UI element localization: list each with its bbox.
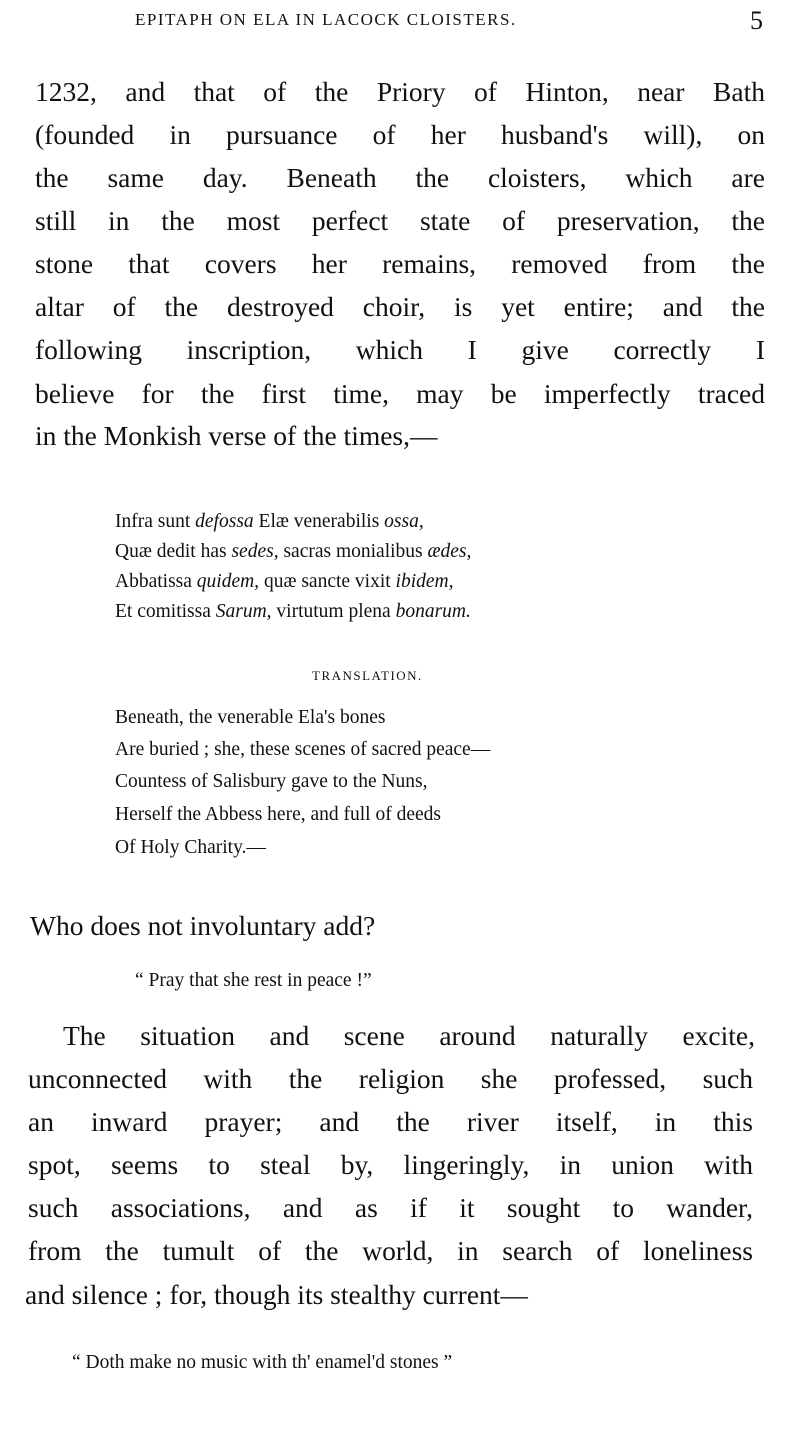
verse-line [115, 602, 471, 622]
text-line: and silence ; for, though its stealthy current— [25, 1279, 528, 1310]
verse-text: Elæ venerabilis [253, 511, 385, 532]
quote-stones: “ Doth make no music with th' enamel'd stones ” [72, 1352, 453, 1373]
verse-line: Countess of Salisbury gave to the Nuns, [115, 771, 428, 792]
verse-italic: ædes, [427, 541, 472, 562]
quote-prayer: “ Pray that she rest in peace !” [135, 970, 372, 991]
verse-line [115, 572, 454, 592]
text-line: (founded in pursuance of her husband's will), on [35, 119, 765, 150]
text-line: in the Monkish verse of the times,— [35, 420, 438, 451]
text-line: such associations, and as if it sought to wander, [28, 1192, 753, 1223]
text-line: believe for the first time, may be imperfectly traced [35, 378, 765, 409]
verse-line [115, 512, 424, 532]
text-line: 1232, and that of the Priory of Hinton, near Bath [35, 76, 765, 107]
text-line: altar of the destroyed choir, is yet entire; and the [35, 291, 765, 322]
verse-text: Infra sunt [115, 511, 196, 532]
verse-line: Are buried ; she, these scenes of sacred peace— [115, 739, 491, 760]
verse-line [115, 542, 471, 562]
verse-italic: defossa [195, 511, 254, 532]
text-line: still in the most perfect state of preservation, the [35, 205, 765, 236]
text-line: an inward prayer; and the river itself, in this [28, 1106, 753, 1137]
verse-italic: Sarum, [215, 601, 272, 622]
text-line: unconnected with the religion she professed, such [28, 1063, 753, 1094]
text-line: following inscription, which I give correctly I [35, 334, 765, 365]
verse-text: virtutum plena [271, 601, 396, 622]
text-line: stone that covers her remains, removed from the [35, 248, 765, 279]
verse-line: Beneath, the venerable Ela's bones [115, 707, 386, 728]
verse-text: Quæ dedit has [115, 541, 232, 562]
verse-line: Of Holy Charity.— [115, 837, 266, 858]
translation-heading: TRANSLATION. [312, 668, 423, 683]
page-number: 5 [750, 6, 763, 35]
text-line: spot, seems to steal by, lingeringly, in union with [28, 1149, 753, 1180]
verse-italic: ossa, [384, 511, 424, 532]
verse-text: quæ sancte vixit [259, 571, 396, 592]
text-line: from the tumult of the world, in search of loneliness [28, 1235, 753, 1266]
verse-italic: bonarum. [395, 601, 471, 622]
verse-italic: sedes, [231, 541, 279, 562]
verse-text: Abbatissa [115, 571, 197, 592]
running-header: EPITAPH ON ELA IN LACOCK CLOISTERS. [135, 10, 517, 29]
who-line: Who does not involuntary add? [30, 910, 376, 941]
verse-text: Et comitissa [115, 601, 216, 622]
verse-italic: quidem, [196, 571, 260, 592]
text-line: the same day. Beneath the cloisters, which are [35, 162, 765, 193]
verse-text: sacras monialibus [278, 541, 428, 562]
verse-line: Herself the Abbess here, and full of deeds [115, 804, 441, 825]
text-line: The situation and scene around naturally excite, [63, 1020, 755, 1051]
verse-italic: ibidem, [395, 571, 454, 592]
